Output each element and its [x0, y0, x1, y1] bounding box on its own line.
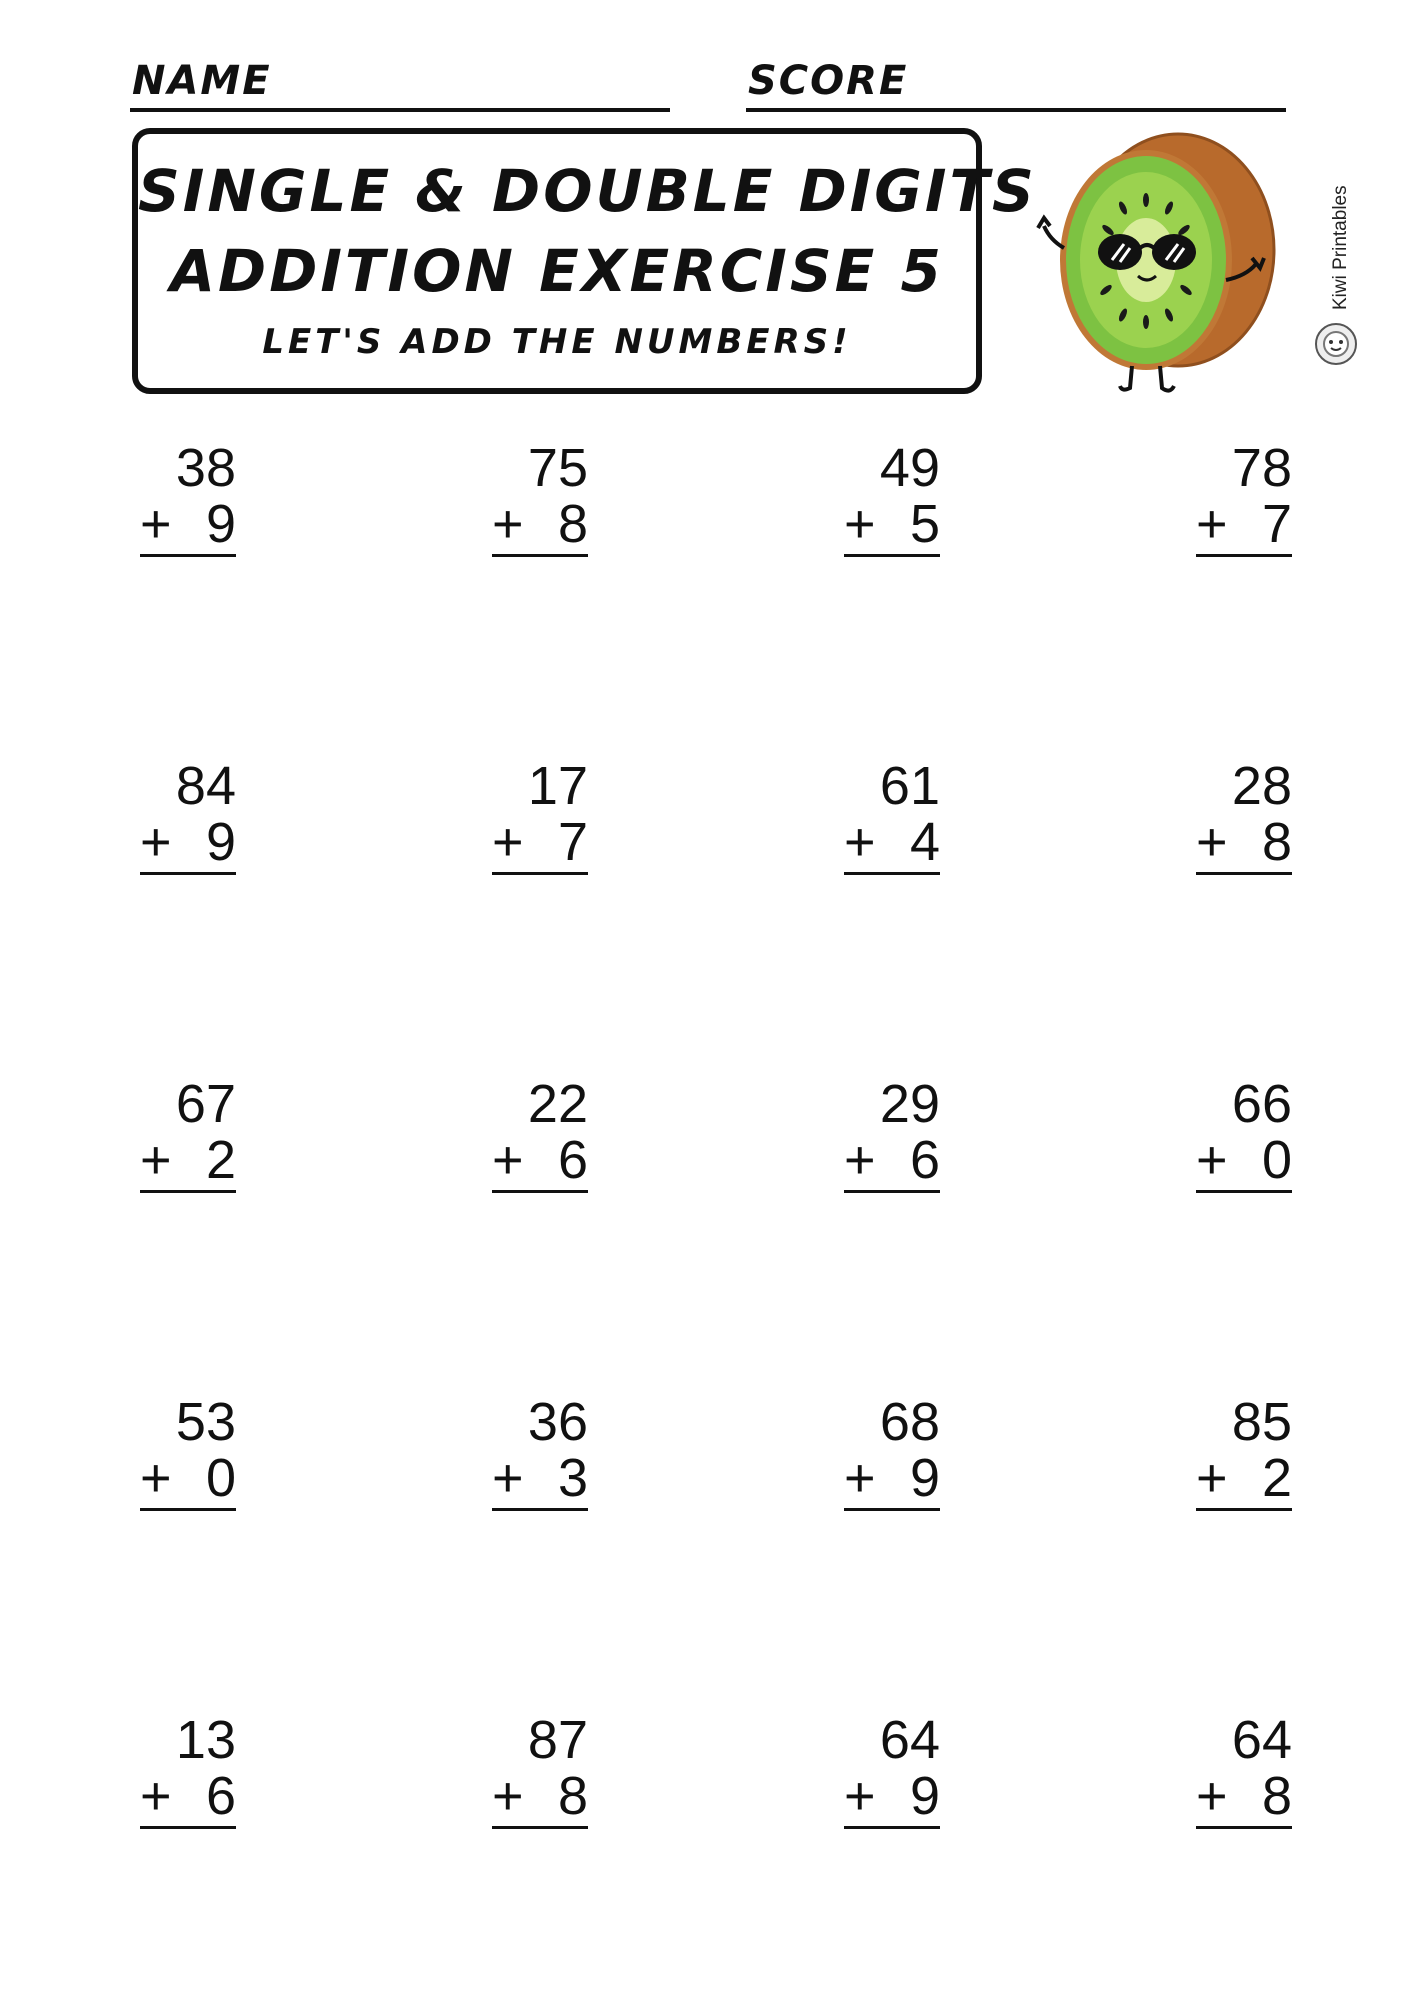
bottom-addend: 4: [909, 812, 940, 872]
top-addend: 61: [879, 756, 940, 816]
addition-problem: [844, 440, 940, 557]
addition-problem: [140, 758, 236, 875]
bottom-addend: 8: [1261, 1766, 1292, 1826]
top-addend: 84: [175, 756, 236, 816]
plus-sign: +: [140, 1766, 172, 1826]
bottom-addend: 2: [205, 1130, 236, 1190]
addition-problem: [492, 1394, 588, 1511]
addition-problem: [844, 1076, 940, 1193]
plus-sign: +: [1196, 1448, 1228, 1508]
plus-sign: +: [844, 812, 876, 872]
plus-sign: +: [1196, 812, 1228, 872]
top-addend: 29: [879, 1074, 940, 1134]
plus-sign: +: [492, 494, 524, 554]
plus-sign: +: [492, 1448, 524, 1508]
addition-problem: [1196, 1394, 1292, 1511]
addition-problem: [844, 758, 940, 875]
plus-sign: +: [844, 1448, 876, 1508]
bottom-addend: 7: [1261, 494, 1292, 554]
bottom-addend: 9: [205, 494, 236, 554]
bottom-addend: 9: [909, 1766, 940, 1826]
addition-problem: [492, 440, 588, 557]
bottom-addend: 0: [1261, 1130, 1292, 1190]
title-line-2: ADDITION EXERCISE 5: [170, 237, 944, 305]
top-addend: 66: [1231, 1074, 1292, 1134]
bottom-line: [1196, 496, 1292, 557]
bottom-addend: 9: [205, 812, 236, 872]
bottom-line: [140, 1768, 236, 1829]
bottom-line: [1196, 1450, 1292, 1511]
title-line-1: SINGLE & DOUBLE DIGITS: [138, 157, 1037, 225]
top-addend: 75: [527, 438, 588, 498]
plus-sign: +: [1196, 1130, 1228, 1190]
plus-sign: +: [492, 1130, 524, 1190]
plus-sign: +: [140, 1130, 172, 1190]
brand: [1310, 160, 1370, 370]
plus-sign: +: [844, 1766, 876, 1826]
plus-sign: +: [140, 494, 172, 554]
addition-problem: [140, 1712, 236, 1829]
top-addend: 87: [527, 1710, 588, 1770]
bottom-line: [1196, 814, 1292, 875]
bottom-line: [1196, 1768, 1292, 1829]
top-addend: 64: [1231, 1710, 1292, 1770]
bottom-line: [492, 1768, 588, 1829]
bottom-addend: 0: [205, 1448, 236, 1508]
plus-sign: +: [1196, 494, 1228, 554]
score-field[interactable]: [746, 52, 1286, 112]
top-addend: 17: [527, 756, 588, 816]
bottom-line: [492, 496, 588, 557]
bottom-line: [844, 1450, 940, 1511]
bottom-addend: 2: [1261, 1448, 1292, 1508]
bottom-line: [844, 496, 940, 557]
addition-problem: [844, 1712, 940, 1829]
bottom-addend: 9: [909, 1448, 940, 1508]
bottom-addend: 8: [1261, 812, 1292, 872]
bottom-line: [140, 1132, 236, 1193]
addition-problem: [492, 1712, 588, 1829]
addition-problem: [140, 1076, 236, 1193]
addition-problem: [492, 1076, 588, 1193]
addition-problem: [844, 1394, 940, 1511]
plus-sign: +: [140, 1448, 172, 1508]
bottom-line: [492, 1132, 588, 1193]
kiwi-mascot-icon: [1028, 130, 1284, 406]
plus-sign: +: [844, 1130, 876, 1190]
bottom-line: [140, 1450, 236, 1511]
top-addend: 36: [527, 1392, 588, 1452]
bottom-addend: 8: [557, 494, 588, 554]
top-addend: 38: [175, 438, 236, 498]
bottom-line: [140, 814, 236, 875]
addition-problem: [492, 758, 588, 875]
top-addend: 49: [879, 438, 940, 498]
addition-problem: [140, 440, 236, 557]
top-addend: 78: [1231, 438, 1292, 498]
bottom-addend: 3: [557, 1448, 588, 1508]
name-label: NAME: [132, 58, 272, 104]
bottom-line: [1196, 1132, 1292, 1193]
addition-problem: [1196, 440, 1292, 557]
title-box: [132, 128, 1037, 394]
top-addend: 13: [175, 1710, 236, 1770]
top-addend: 22: [527, 1074, 588, 1134]
plus-sign: +: [844, 494, 876, 554]
bottom-line: [492, 1450, 588, 1511]
addition-problem: [1196, 1076, 1292, 1193]
top-addend: 68: [879, 1392, 940, 1452]
addition-problem: [1196, 1712, 1292, 1829]
bottom-line: [844, 1768, 940, 1829]
plus-sign: +: [1196, 1766, 1228, 1826]
top-addend: 53: [175, 1392, 236, 1452]
top-addend: 85: [1231, 1392, 1292, 1452]
plus-sign: +: [492, 1766, 524, 1826]
bottom-addend: 6: [909, 1130, 940, 1190]
subtitle: LET'S ADD THE NUMBERS!: [262, 322, 852, 362]
bottom-line: [140, 496, 236, 557]
top-addend: 67: [175, 1074, 236, 1134]
bottom-addend: 6: [557, 1130, 588, 1190]
score-label: SCORE: [748, 58, 909, 104]
addition-problem: [140, 1394, 236, 1511]
bottom-addend: 6: [205, 1766, 236, 1826]
top-addend: 28: [1231, 756, 1292, 816]
plus-sign: +: [140, 812, 172, 872]
bottom-addend: 5: [909, 494, 940, 554]
bottom-addend: 8: [557, 1766, 588, 1826]
top-addend: 64: [879, 1710, 940, 1770]
kiwi-logo-icon: [1312, 320, 1360, 368]
name-field[interactable]: [130, 52, 670, 112]
plus-sign: +: [492, 812, 524, 872]
addition-problem: [1196, 758, 1292, 875]
bottom-addend: 7: [557, 812, 588, 872]
brand-name: Kiwi Printables: [1330, 185, 1351, 310]
bottom-line: [844, 814, 940, 875]
bottom-line: [844, 1132, 940, 1193]
bottom-line: [492, 814, 588, 875]
